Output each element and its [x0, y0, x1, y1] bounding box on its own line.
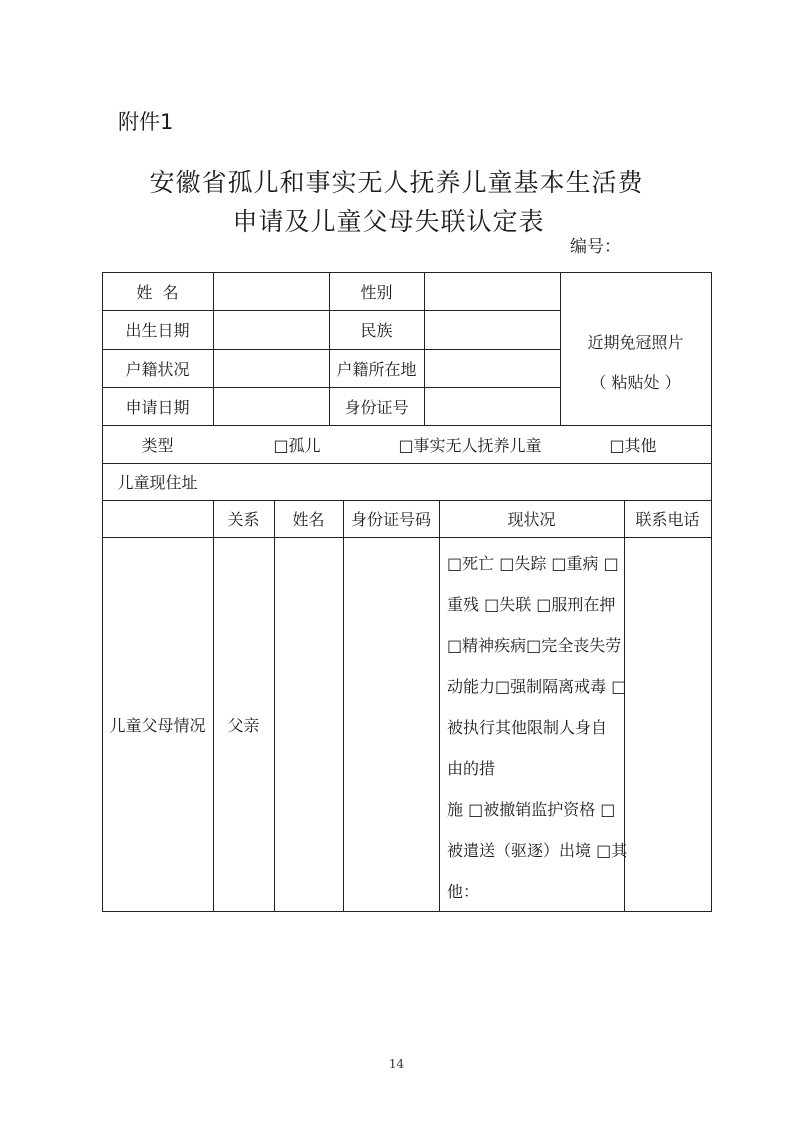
header-phone: 联系电话: [635, 510, 700, 529]
photo-label: 近期免冠照片: [587, 332, 684, 352]
apply-date-label: 申请日期: [125, 397, 190, 417]
status-line[interactable]: 由的措: [447, 759, 496, 778]
table-line: [424, 272, 425, 425]
header-name: 姓名: [292, 510, 325, 529]
type-option-orphan[interactable]: □孤儿: [273, 435, 321, 455]
table-line: [213, 272, 214, 425]
header-relation: 关系: [227, 510, 260, 529]
header-status: 现状况: [507, 510, 556, 529]
status-checklist: [447, 543, 629, 912]
status-line[interactable]: 动能力□强制隔离戒毒 □: [447, 677, 627, 696]
type-option-other[interactable]: □其他: [609, 435, 657, 455]
household-status-label: 户籍状况: [125, 359, 190, 379]
status-line[interactable]: 被遣送（驱逐）出境 □其: [447, 841, 628, 860]
household-location-label: 户籍所在地: [336, 359, 417, 379]
type-label: 类型: [141, 435, 174, 455]
application-form-table: [102, 272, 712, 912]
header-id-number: 身份证号码: [350, 510, 431, 529]
type-option-de-facto-unsupported[interactable]: □事实无人抚养儿童: [398, 435, 542, 455]
table-line: [274, 500, 275, 911]
status-line[interactable]: 施 □被撤销监护资格 □: [447, 800, 616, 819]
status-line[interactable]: □死亡 □失踪 □重病 □: [447, 554, 619, 573]
name-label: 姓 名: [136, 282, 179, 302]
parent-section-label: 儿童父母情况: [109, 715, 206, 735]
serial-number-label: 编号：: [570, 237, 621, 257]
status-line[interactable]: 被执行其他限制人身自: [447, 718, 608, 737]
table-line: [343, 500, 344, 911]
status-line[interactable]: 重残 □失联 □服刑在押: [447, 595, 616, 614]
photo-paste-hint: （ 粘贴处 ）: [590, 372, 681, 392]
relation-father: 父亲: [227, 715, 260, 735]
status-line[interactable]: 他：: [447, 882, 480, 901]
form-title-line-2: 申请及儿童父母失联认定表: [232, 207, 545, 236]
table-line: [711, 272, 712, 912]
status-line[interactable]: □精神疾病□完全丧失劳: [447, 636, 622, 655]
page-number: 14: [388, 1057, 405, 1071]
ethnicity-label: 民族: [360, 321, 393, 340]
form-title-line-1: 安徽省孤儿和事实无人抚养儿童基本生活费: [149, 168, 644, 197]
birth-date-label: 出生日期: [125, 321, 190, 340]
id-number-label: 身份证号: [344, 397, 409, 417]
attachment-label: 附件1: [118, 110, 174, 134]
current-address-label: 儿童现住址: [117, 473, 198, 492]
table-line: [439, 500, 440, 911]
gender-label: 性别: [360, 282, 393, 302]
